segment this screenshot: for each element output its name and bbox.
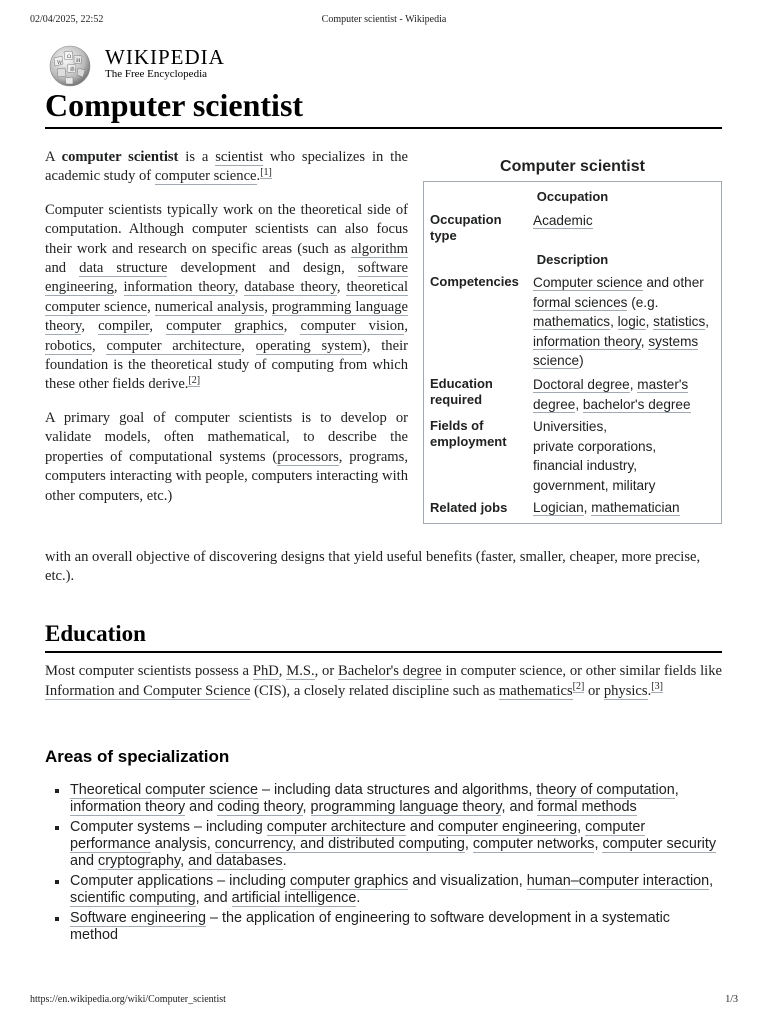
education-paragraph: Most computer scientists possess a PhD, M.S., or Bachelor's degree in computer science, or other similar fields like Information and Computer Science (CIS), a closely related discipline such as mathematics[2] or physics.[3]: [45, 663, 722, 699]
link-computer-science[interactable]: Computer science: [533, 275, 643, 290]
link-robotics[interactable]: robotics: [45, 337, 93, 354]
field-item: private corporations,: [533, 438, 657, 454]
link-theoretical-computer-science[interactable]: Theoretical computer science: [70, 782, 258, 798]
lead-paragraph-2: Computer scientists typically work on the theoretical side of computation. Although computer scientists can also focus their work and research on specific areas (such as algorithm and data structure development and design, software engineering, information theory, database theory, theoretical computer science, numerical analysis, programming language theory, compiler, computer graphics, computer vision, robotics, computer architecture, operating system), their foundation is the theoretical study of computing from which these other fields derive.[2]: [45, 201, 409, 393]
text: is a: [178, 149, 216, 165]
reference-1[interactable]: [1]: [260, 166, 272, 178]
link-computer-architecture[interactable]: computer architecture: [106, 337, 242, 354]
link-logic[interactable]: logic: [617, 314, 646, 329]
link-algorithm[interactable]: algorithm: [351, 240, 408, 257]
infobox-row-occupation-type: [430, 211, 715, 247]
link-theoretical-computer-science[interactable]: theoretical computer science: [45, 279, 409, 315]
link-formal-sciences[interactable]: formal sciences: [533, 294, 628, 310]
text: ): [579, 353, 584, 368]
text: development and design,: [167, 260, 358, 277]
areas-list: [70, 782, 720, 947]
text: Computer systems – including: [70, 819, 267, 835]
lead-section: [45, 148, 408, 520]
link-mathematician[interactable]: mathematician: [591, 500, 680, 515]
link-computer-performance[interactable]: computer performance: [70, 819, 646, 852]
print-page-number: 1/3: [725, 994, 738, 1005]
link-information-and-computer-science[interactable]: Information and Computer Science: [45, 682, 251, 699]
svg-text:Ω: Ω: [67, 54, 72, 60]
lead-paragraph-3-continued: with an overall objective of discovering designs that yield useful benefits (faster, smaller, cheaper, more precise, etc.).: [45, 549, 701, 585]
link-human-computer-interaction[interactable]: human–computer interaction: [526, 873, 710, 889]
text: (CIS), a closely related discipline such as: [250, 682, 499, 699]
link-computer-vision[interactable]: computer vision: [300, 318, 405, 335]
text: and: [185, 799, 218, 815]
text: Most computer scientists possess a: [45, 663, 253, 679]
svg-text:維: 維: [70, 67, 76, 73]
print-page-title: Computer scientist - Wikipedia: [321, 14, 447, 25]
field-item: financial industry,: [533, 458, 638, 473]
wikipedia-globe-icon: [45, 44, 95, 88]
field-item: Universities,: [533, 419, 608, 434]
text: and: [405, 819, 438, 835]
text: or: [584, 682, 604, 699]
svg-text:И: И: [76, 58, 81, 64]
link-physics[interactable]: physics: [603, 682, 648, 699]
link-programming-language-theory[interactable]: programming language theory: [310, 799, 502, 815]
link-masters-degree[interactable]: master's degree: [533, 377, 689, 412]
text: , or: [314, 663, 338, 679]
infobox: [423, 181, 722, 524]
text: and visualization,: [408, 873, 527, 889]
text: ), their foundation is the theoretical study of computing from which these other fields derive.: [45, 337, 408, 393]
link-doctoral-degree[interactable]: Doctoral degree: [533, 377, 630, 392]
list-item: Theoretical computer science – including data structures and algorithms, theory of computation, information theory and coding theory, programming language theory, and formal methods: [70, 782, 720, 816]
wikipedia-tagline: The Free Encyclopedia: [105, 68, 208, 80]
link-concurrency-distributed-computing[interactable]: concurrency, and distributed computing: [214, 836, 465, 852]
infobox-value: Logician, mathematician: [533, 500, 680, 515]
link-compiler[interactable]: compiler: [98, 318, 150, 335]
link-academic[interactable]: Academic: [533, 213, 593, 228]
bullet-icon: [55, 880, 59, 884]
text: Computer scientists typically work on the theoretical side of computation. Although computer scientists can also focus their work and research on specific areas (such as: [45, 201, 408, 257]
list-item: [70, 910, 720, 944]
link-software-engineering[interactable]: Software engineering: [70, 910, 207, 926]
infobox-value: [533, 211, 715, 231]
bullet-icon: [55, 826, 59, 830]
link-bachelors-degree[interactable]: Bachelor's degree: [338, 663, 442, 679]
bold-term: computer scientist: [61, 149, 179, 165]
print-datetime: 02/04/2025, 22:52: [30, 14, 104, 25]
page-title: Computer scientist: [45, 84, 722, 129]
text: and: [70, 853, 99, 869]
infobox-row-competencies: [430, 273, 715, 371]
list-item: Computer applications – including computer graphics and visualization, human–computer interaction, scientific computing, and artificial intelligence.: [70, 873, 720, 907]
link-mathematics[interactable]: mathematics: [498, 682, 573, 699]
link-computer-networks[interactable]: computer networks: [472, 836, 595, 852]
text: A primary goal of computer scientists is to develop or validate models, often mathematical, to describe the properties of computational systems (: [45, 409, 408, 465]
link-statistics[interactable]: statistics: [653, 314, 706, 329]
svg-text:W: W: [57, 60, 63, 66]
infobox-title: Computer scientist: [500, 158, 645, 175]
link-theory-of-computation[interactable]: theory of computation: [536, 782, 675, 798]
text: and other: [642, 275, 704, 290]
link-logician[interactable]: Logician: [533, 500, 584, 515]
link-data-structure[interactable]: data structure: [79, 260, 168, 277]
list-item: Computer systems – including computer architecture and computer engineering, computer performance analysis, concurrency, and distributed computing, computer networks, computer security and cryptography, and databases.: [70, 819, 720, 870]
link-cryptography[interactable]: cryptography: [98, 853, 181, 869]
link-computer-graphics[interactable]: computer graphics: [289, 873, 409, 889]
text: in computer science, or other similar fields like: [441, 663, 722, 679]
link-operating-system[interactable]: operating system: [255, 337, 362, 354]
infobox-row-related-jobs: [430, 498, 715, 518]
infobox-label: Related jobs: [430, 500, 508, 515]
link-computer-graphics[interactable]: computer graphics: [166, 318, 284, 335]
link-computer-engineering[interactable]: computer engineering: [437, 819, 578, 835]
link-software-engineering[interactable]: software engineering: [45, 260, 408, 296]
text: A: [45, 149, 62, 165]
text: , programs, computers interacting with people, computers interacting with other computers, etc.): [45, 448, 408, 504]
link-database-theory[interactable]: database theory: [244, 279, 337, 296]
link-formal-methods[interactable]: formal methods: [537, 799, 637, 815]
text: – the application of engineering to software development in a systematic method: [70, 910, 670, 943]
bullet-icon: [55, 789, 59, 793]
infobox-label: Fields of employment: [430, 418, 507, 449]
text: analysis,: [150, 836, 215, 852]
infobox-label: Competencies: [430, 274, 519, 289]
infobox-header-occupation: Occupation: [536, 189, 609, 204]
infobox-header-description: Description: [536, 252, 609, 267]
lead-paragraph-1: [45, 148, 408, 187]
link-computer-science[interactable]: computer science: [154, 168, 257, 185]
print-header: [30, 14, 738, 28]
text: (e.g.: [627, 294, 659, 310]
link-mathematics[interactable]: mathematics: [533, 314, 611, 329]
field-item: government, military: [533, 477, 656, 493]
text: , and: [195, 890, 232, 906]
link-computer-security[interactable]: computer security: [602, 836, 717, 852]
link-databases[interactable]: and databases: [188, 853, 283, 869]
link-processors[interactable]: processors: [277, 448, 339, 465]
reference-2[interactable]: [2]: [572, 680, 585, 692]
link-computer-architecture[interactable]: computer architecture: [266, 819, 406, 835]
link-scientific-computing[interactable]: scientific computing: [70, 890, 196, 906]
infobox-label: Occupation type: [430, 212, 502, 243]
infobox-value: [533, 417, 715, 495]
text: who specializes in the academic study of: [45, 149, 408, 185]
infobox-value: Computer science and other formal sciences (e.g. mathematics, logic, statistics, information theory, systems science): [533, 275, 710, 368]
text: , and: [501, 799, 538, 815]
link-coding-theory[interactable]: coding theory: [217, 799, 303, 815]
text: .: [256, 168, 261, 185]
link-information-theory[interactable]: information theory: [533, 333, 641, 349]
infobox-value: Doctoral degree, master's degree, bachelor's degree: [533, 377, 691, 412]
link-systems-science[interactable]: systems science: [533, 333, 699, 368]
heading-education: Education: [45, 619, 722, 653]
text: – including data structures and algorithms,: [257, 782, 537, 798]
print-url: https://en.wikipedia.org/wiki/Computer_scientist: [30, 994, 226, 1005]
bullet-icon: [55, 917, 59, 921]
wikipedia-wordmark: WIKIPEDIA: [105, 45, 225, 69]
lead-paragraph-3: [45, 409, 408, 506]
link-information-theory[interactable]: information theory: [123, 279, 235, 296]
link-artificial-intelligence[interactable]: artificial intelligence: [231, 890, 357, 906]
link-ms[interactable]: M.S.: [286, 663, 315, 679]
reference-2[interactable]: [2]: [188, 374, 201, 386]
link-information-theory[interactable]: information theory: [70, 799, 186, 815]
link-scientist[interactable]: scientist: [215, 149, 264, 165]
infobox-row-fields: [430, 417, 715, 495]
link-bachelors-degree[interactable]: bachelor's degree: [582, 396, 691, 412]
text: Computer applications – including: [70, 873, 290, 889]
link-numerical-analysis[interactable]: numerical analysis: [154, 298, 265, 315]
infobox-row-education: [430, 375, 715, 415]
wikipedia-logo[interactable]: [45, 42, 265, 88]
infobox-label: Education required: [430, 376, 493, 407]
link-programming-language-theory[interactable]: programming language theory: [45, 298, 409, 335]
print-footer: [30, 994, 738, 1008]
heading-areas-of-specialization: Areas of specialization: [45, 747, 230, 766]
reference-3[interactable]: [3]: [651, 680, 663, 692]
link-phd[interactable]: PhD: [252, 663, 279, 679]
